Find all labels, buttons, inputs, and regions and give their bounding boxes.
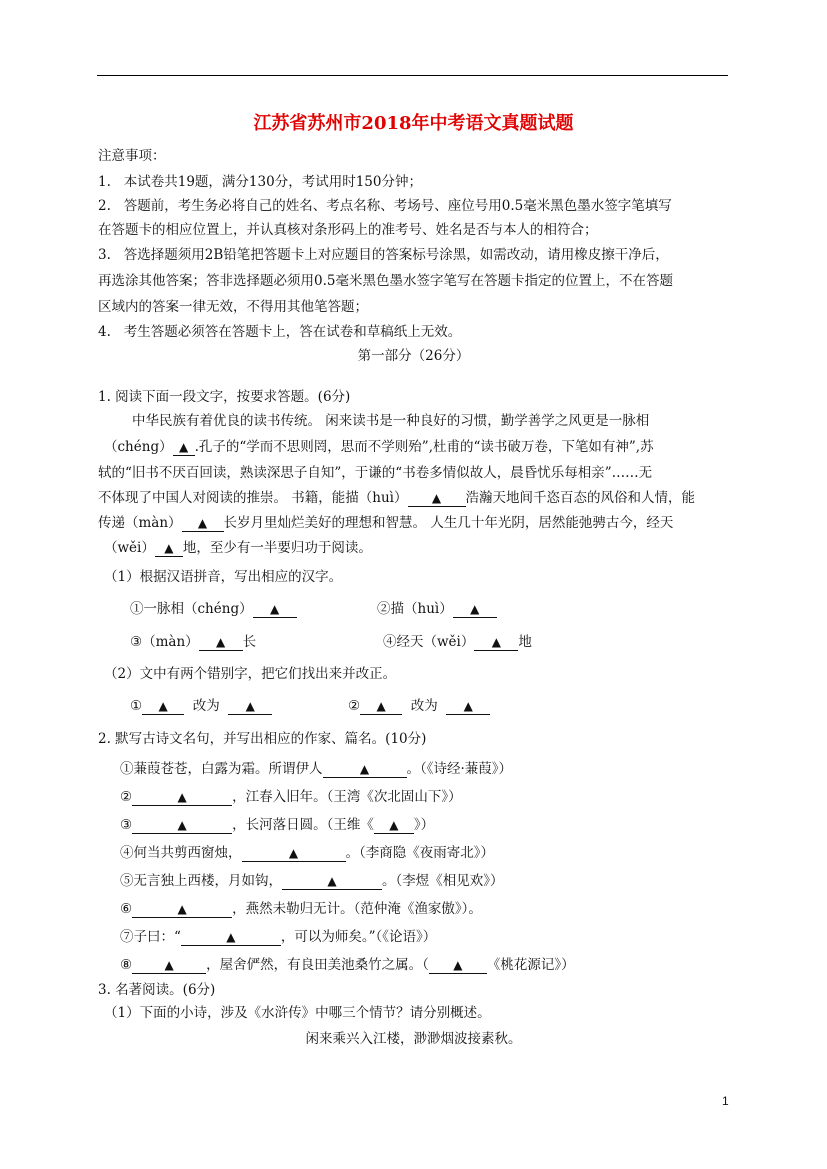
q2-line-8: ⑧ ▲ ，屋舍俨然，有良田美池桑竹之属。（ ▲ 《桃花源记》） [120, 957, 575, 973]
q2-line-1: ①蒹葭苍苍，白露为霜。所谓伊人 ▲ 。（《诗经·蒹葭》） [120, 761, 513, 777]
notice-heading: 注意事项： [98, 148, 166, 164]
q1-passage-line: （wěi） ▲ 地，至少有一半要归功于阅读。 [104, 540, 372, 556]
q3-poem-line: 闲来乘兴入江楼，渺渺烟波接素秋。 [305, 1031, 522, 1047]
q2-line-6: ⑥ ▲ ，燕然未勒归无计。（范仲淹《渔家傲》）。 [120, 901, 482, 917]
q2-line-4: ④何当共剪西窗烛， ▲ 。（李商隐《夜雨寄北》） [120, 845, 494, 861]
answer-blank[interactable]: ▲ [132, 817, 232, 834]
answer-blank[interactable]: ▲ [132, 901, 232, 918]
answer-blank[interactable]: ▲ [242, 845, 346, 862]
answer-blank[interactable]: ▲ [408, 490, 466, 507]
answer-blank[interactable]: ▲ [132, 957, 206, 974]
notice-item-2-cont: 在答题卡的相应位置上，并认真核对条形码上的准考号、姓名是否与本人的相符合； [98, 222, 598, 238]
q1-sub1-item-1: ①一脉相（chéng） ▲ [130, 599, 297, 619]
q1-passage-line: 传递（màn） ▲ 长岁月里灿烂美好的理想和智慧。 人生几十年光阴，居然能弛骋古今，经天 [98, 515, 674, 531]
answer-blank[interactable]: ▲ [181, 929, 281, 946]
answer-blank[interactable]: ▲ [282, 873, 382, 890]
q3-stem: 3. 名著阅读。(6分) [98, 982, 216, 998]
q1-sub1-item-3: ③（màn） ▲ 长 [130, 634, 257, 650]
answer-blank[interactable]: ▲ [132, 789, 232, 806]
notice-item-3: 3. 答选择题须用2B铅笔把答题卡上对应题目的答案标号涂黑，如需改动，请用橡皮擦干净后， [98, 247, 669, 263]
answer-blank[interactable]: ▲ [360, 698, 402, 715]
answer-blank[interactable]: ▲ [374, 817, 414, 834]
answer-blank[interactable]: ▲ [446, 698, 490, 715]
notice-item-1: 1. 本试卷共19题，满分130分，考试用时150分钟； [98, 174, 422, 190]
answer-blank[interactable]: ▲ [182, 515, 224, 532]
section-title: 第一部分（26分） [357, 348, 470, 364]
answer-blank[interactable]: ▲ [142, 698, 184, 715]
answer-blank[interactable]: ▲ [173, 439, 195, 456]
q1-sub2: （2）文中有两个错别字，把它们找出来并改正。 [104, 666, 397, 682]
answer-blank[interactable]: ▲ [429, 957, 487, 974]
q2-line-3: ③ ▲ ，长河落日圆。（王维《 ▲ 》） [120, 817, 435, 833]
answer-blank[interactable]: ▲ [228, 698, 272, 715]
q3-sub1: （1）下面的小诗，涉及《水浒传》中哪三个情节？请分别概述。 [104, 1005, 491, 1021]
q1-sub1-item-2: ②描（huì） ▲ [377, 599, 497, 619]
answer-blank[interactable]: ▲ [199, 634, 243, 651]
q2-stem: 2. 默写古诗文名句，并写出相应的作家、篇名。(10分) [98, 731, 427, 747]
answer-blank[interactable]: ▲ [474, 634, 518, 651]
header-rule [97, 75, 728, 76]
q1-sub1: （1）根据汉语拼音，写出相应的汉字。 [104, 569, 343, 585]
q1-stem: 1. 阅读下面一段文字，按要求答题。(6分) [98, 389, 351, 405]
notice-item-3-cont: 再选涂其他答案；答非选择题必须用0.5毫米黑色墨水签字笔写在答题卡指定的位置上，不在答题 [98, 273, 673, 289]
answer-blank[interactable]: ▲ [253, 601, 297, 618]
q1-sub1-item-4: ④经天（wěi） ▲ 地 [383, 634, 532, 650]
answer-blank[interactable]: ▲ [323, 761, 407, 778]
document-title: 江苏省苏州市2018年中考语文真题试题 [253, 113, 574, 134]
answer-blank[interactable]: ▲ [453, 601, 497, 618]
notice-item-3-cont2: 区域内的答案一律无效，不得用其他笔答题； [98, 299, 368, 315]
answer-blank[interactable]: ▲ [155, 540, 183, 557]
q2-line-2: ② ▲ ，江春入旧年。（王湾《次北固山下》） [120, 789, 462, 805]
q1-passage-line: 不体现了中国人对阅读的推崇。 书籍，能描（huì） ▲ 浩瀚天地间千恣百态的风俗和人情，能 [98, 490, 695, 506]
q1-passage-line: 中华民族有着优良的读书传统。 闲来读书是一种良好的习惯，勤学善学之风更是一脉相 [132, 413, 650, 429]
notice-item-4: 4. 考生答题必须答在答题卡上，答在试卷和草稿纸上无效。 [98, 324, 462, 340]
q1-passage-line: 轼的“旧书不厌百回读，熟读深思子自知”，于谦的“书卷多情似故人，晨昏忧乐每相亲”……无 [98, 465, 653, 481]
q1-passage-line: （chéng） ▲ .孔子的“学而不思则罔，思而不学则殆”,杜甫的“读书破万卷，下笔如有神”,苏 [104, 439, 654, 455]
page-number: 1 [722, 1094, 729, 1108]
q2-line-5: ⑤无言独上西楼，月如钩， ▲ 。（李煜《相见欢》） [120, 873, 504, 889]
q1-sub2-item-2: ② ▲ 改为 ▲ [348, 696, 490, 716]
notice-item-2: 2. 答题前，考生务必将自己的姓名、考点名称、考场号、座位号用0.5毫米黑色墨水签字笔填写 [98, 198, 672, 214]
q2-line-7: ⑦子曰：“ ▲ ，可以为师矣。”（《论语》） [120, 929, 437, 945]
q1-sub2-item-1: ① ▲ 改为 ▲ [130, 696, 272, 716]
